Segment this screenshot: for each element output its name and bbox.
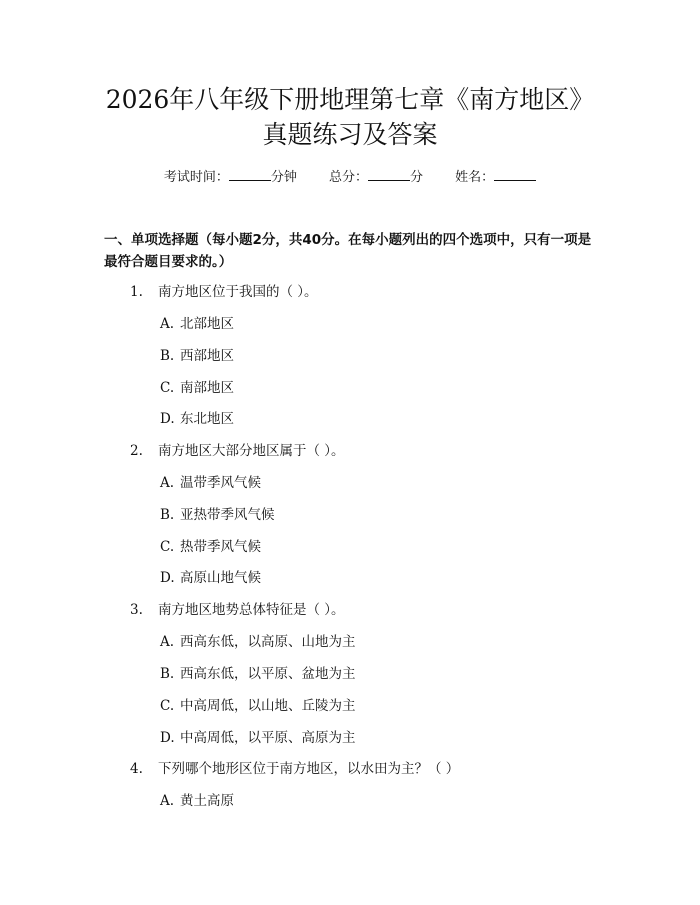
option-letter: A. [160, 316, 175, 332]
option-2c [160, 538, 261, 556]
question-number: 3. [130, 602, 143, 618]
option-text: 西高东低，以平原、盆地为主 [180, 666, 356, 682]
option-1b [160, 347, 234, 365]
option-text: 西部地区 [180, 348, 234, 364]
option-letter: B. [160, 348, 175, 364]
option-letter: C. [160, 539, 175, 555]
question-text: 南方地区地势总体特征是（ ）。 [158, 602, 345, 618]
option-letter: B. [160, 666, 175, 682]
option-text: 东北地区 [180, 411, 234, 427]
question-4 [130, 760, 459, 778]
total-score-unit: 分 [410, 170, 424, 185]
option-text: 南部地区 [180, 380, 234, 396]
total-score-label: 总分： [328, 170, 368, 185]
question-number: 4. [130, 761, 143, 777]
name-blank [494, 168, 536, 181]
question-3 [130, 601, 345, 619]
name-label: 姓名： [455, 170, 495, 185]
question-2 [130, 442, 345, 460]
exam-time-label: 考试时间： [163, 170, 229, 185]
question-text: 南方地区大部分地区属于（ ）。 [158, 443, 345, 459]
exam-time-unit: 分钟 [270, 170, 297, 185]
option-text: 黄土高原 [180, 793, 234, 809]
option-text: 中高周低，以平原、高原为主 [180, 730, 356, 746]
exam-time-blank [229, 168, 271, 181]
section-heading: 一、单项选择题（每小题2分，共40分。在每小题列出的四个选项中，只有一项是最符合题目要求的。） [104, 232, 592, 270]
option-text: 亚热带季风气候 [180, 507, 275, 523]
option-3c [160, 697, 356, 715]
option-2b [160, 506, 275, 524]
page-title-line1: 2026年八年级下册地理第七章《南方地区》 [105, 85, 595, 114]
question-number: 1. [130, 284, 143, 300]
option-letter: A. [160, 634, 175, 650]
option-text: 西高东低，以高原、山地为主 [180, 634, 356, 650]
option-letter: A. [160, 475, 175, 491]
total-score-blank [368, 168, 410, 181]
option-1a [160, 315, 234, 333]
option-letter: A. [160, 793, 175, 809]
option-text: 北部地区 [180, 316, 234, 332]
option-letter: C. [160, 380, 175, 396]
option-3d [160, 729, 356, 747]
option-3a [160, 633, 356, 651]
exam-info [0, 168, 700, 187]
name-field [455, 170, 536, 185]
option-letter: C. [160, 698, 175, 714]
option-1d [160, 410, 234, 428]
option-text: 热带季风气候 [180, 539, 261, 555]
option-4a [160, 792, 234, 810]
option-text: 温带季风气候 [180, 475, 261, 491]
option-2a [160, 474, 261, 492]
total-score-field [329, 170, 423, 185]
option-2d [160, 569, 261, 587]
question-1 [130, 283, 318, 301]
option-3b [160, 665, 356, 683]
option-text: 高原山地气候 [180, 570, 261, 586]
page-title-line2: 真题练习及答案 [262, 120, 438, 149]
option-letter: D. [160, 570, 175, 586]
question-number: 2. [130, 443, 143, 459]
option-1c [160, 379, 234, 397]
question-text: 南方地区位于我国的（ ）。 [158, 284, 318, 300]
option-letter: D. [160, 411, 175, 427]
option-text: 中高周低，以山地、丘陵为主 [180, 698, 356, 714]
option-letter: D. [160, 730, 175, 746]
option-letter: B. [160, 507, 175, 523]
question-text: 下列哪个地形区位于南方地区，以水田为主？（ ） [158, 761, 460, 777]
exam-time-field [164, 170, 297, 185]
